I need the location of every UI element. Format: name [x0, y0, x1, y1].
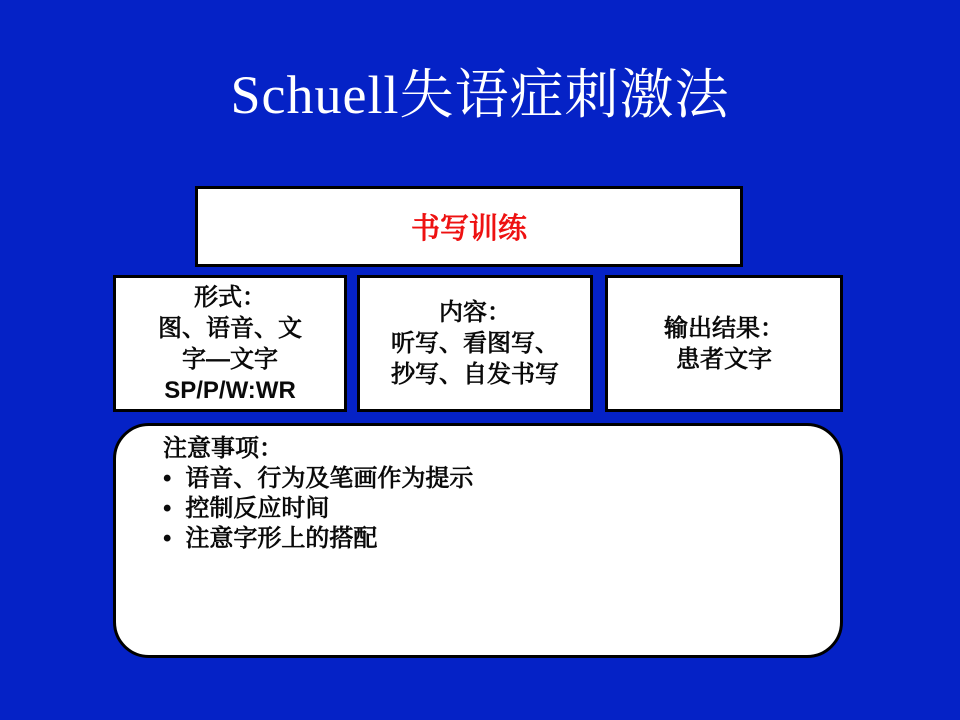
notes-panel [113, 423, 843, 658]
notes-bullet-item [163, 464, 820, 494]
notes-bullet-item [163, 494, 820, 524]
flow-node-form-line: 图、语音、文 [158, 314, 302, 342]
flow-node-form [113, 275, 347, 412]
flow-node-writing-training-label: 书写训练 [410, 213, 527, 245]
flow-node-content-line: 听写、看图写、 [391, 330, 559, 357]
notes-bullet-item [163, 524, 820, 554]
notes-bullet-text: 控制反应时间 [185, 495, 330, 522]
flow-node-form-line: SP/P/W:WR [164, 376, 296, 404]
flow-node-output-line: 输出结果： [664, 314, 784, 342]
bullet-icon: • [163, 465, 172, 492]
flow-node-content [357, 275, 593, 412]
bullet-icon: • [163, 495, 172, 522]
flow-node-content-line: 抄写、自发书写 [391, 361, 559, 388]
flow-node-form-line: 形式： [194, 283, 266, 311]
flow-node-output-line: 患者文字 [676, 345, 772, 373]
bullet-icon: • [163, 525, 172, 552]
flow-node-content-line: 内容： [439, 299, 511, 326]
flow-node-writing-training [195, 186, 743, 267]
flow-node-output [605, 275, 843, 412]
flow-node-form-line: 字—文字 [182, 345, 278, 373]
notes-bullet-text: 注意字形上的搭配 [185, 525, 378, 552]
page-title: Schuell失语症刺激法 [230, 65, 730, 125]
notes-heading: 注意事项： [163, 435, 283, 462]
notes-bullet-text: 语音、行为及笔画作为提示 [185, 465, 474, 492]
